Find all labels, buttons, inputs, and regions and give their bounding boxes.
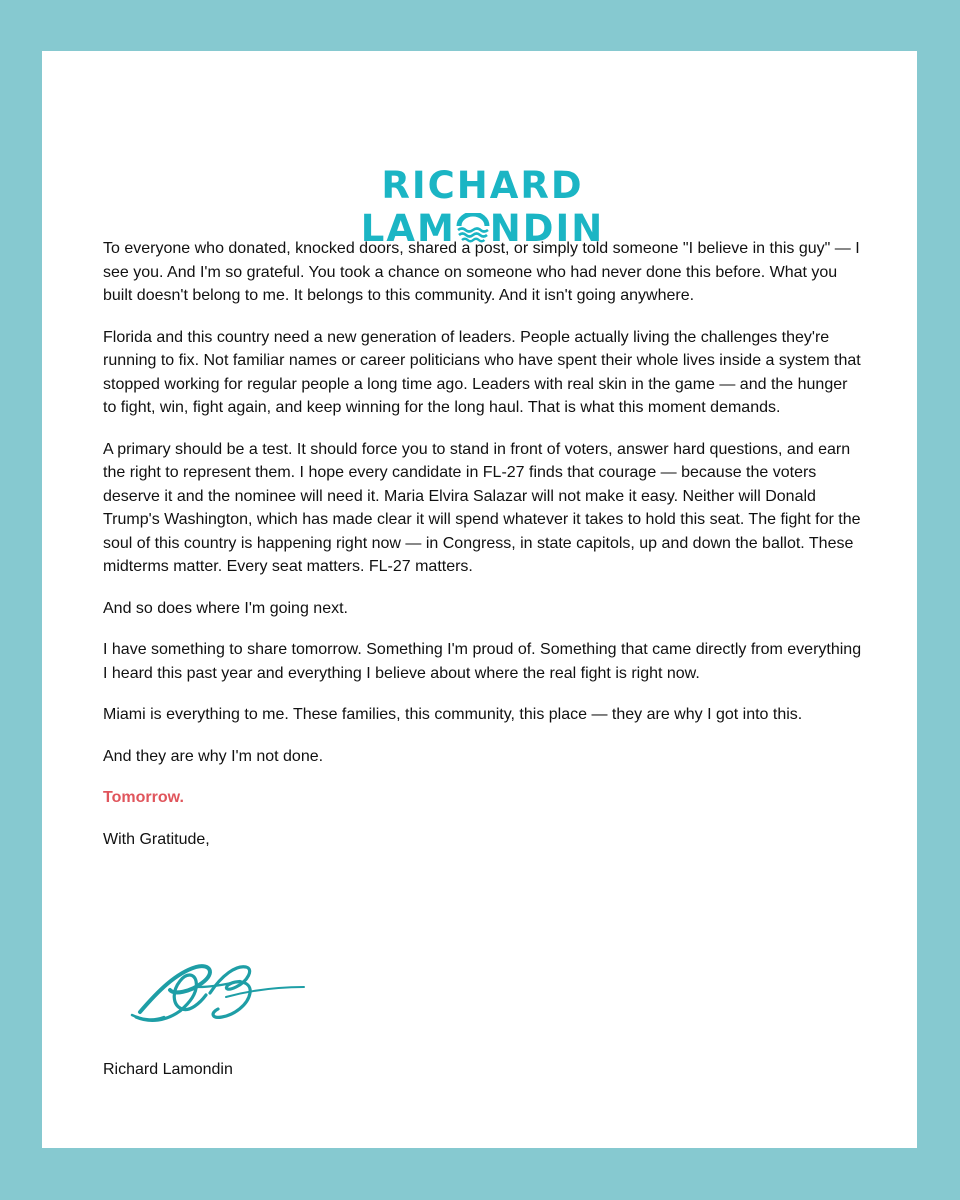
- tomorrow-highlight: Tomorrow.: [103, 789, 184, 806]
- logo-last-name-suffix: NDIN: [489, 207, 605, 250]
- letter-body: [103, 237, 863, 869]
- letter-card: [42, 51, 917, 1148]
- closing-line: With Gratitude,: [103, 830, 210, 848]
- paragraph-share-tomorrow: I have something to share tomorrow. Something I'm proud of. Something that came directly from everything I heard this past year and everything I believe about where the real fight is right now.: [103, 641, 862, 682]
- paragraph-new-generation: Florida and this country need a new generation of leaders. People actually living the challenges they're running to fix. Not familiar names or career politicians who have spent their whole lives inside a system that stopped working for regular people a long time ago. Leaders with real skin in the game — and the hunger to fight, win, fight again, and keep winning for the long haul. That is what this moment demands.: [103, 328, 861, 416]
- signer-name: Richard Lamondin: [103, 1061, 233, 1078]
- paragraph-going-next: And so does where I'm going next.: [103, 599, 348, 617]
- paragraph-not-done: And they are why I'm not done.: [103, 747, 324, 765]
- logo-last-name-prefix: LAM: [360, 207, 456, 250]
- logo-line-first-name: RICHARD: [381, 164, 584, 207]
- paragraph-miami: Miami is everything to me. These families, this community, this place — they are why I got into this.: [103, 706, 803, 723]
- paragraph-primary: A primary should be a test. It should force you to stand in front of voters, answer hard questions, and earn the right to represent them. I hope every candidate in FL-27 finds that courage — because the voters deserve it and the nominee will need it. Maria Elvira Salazar will not make it easy. Neither will Donald Trump's Washington, which has made clear it will spend whatever it takes to hold this seat. The fight for the soul of this country is happening right now — in Congress, in state capitols, up and down the ballot. These midterms matter. Every seat matters. FL-27 matters.: [103, 440, 861, 575]
- handwritten-signature: [128, 957, 308, 1027]
- paragraph-thanks: To everyone who donated, knocked doors, shared a post, or simply told someone "I believe in this guy" — I see you. And I'm so grateful. You took a chance on someone who had never done this before. What you built doesn't belong to me. It belongs to this community. And it isn't going anywhere.: [103, 240, 860, 304]
